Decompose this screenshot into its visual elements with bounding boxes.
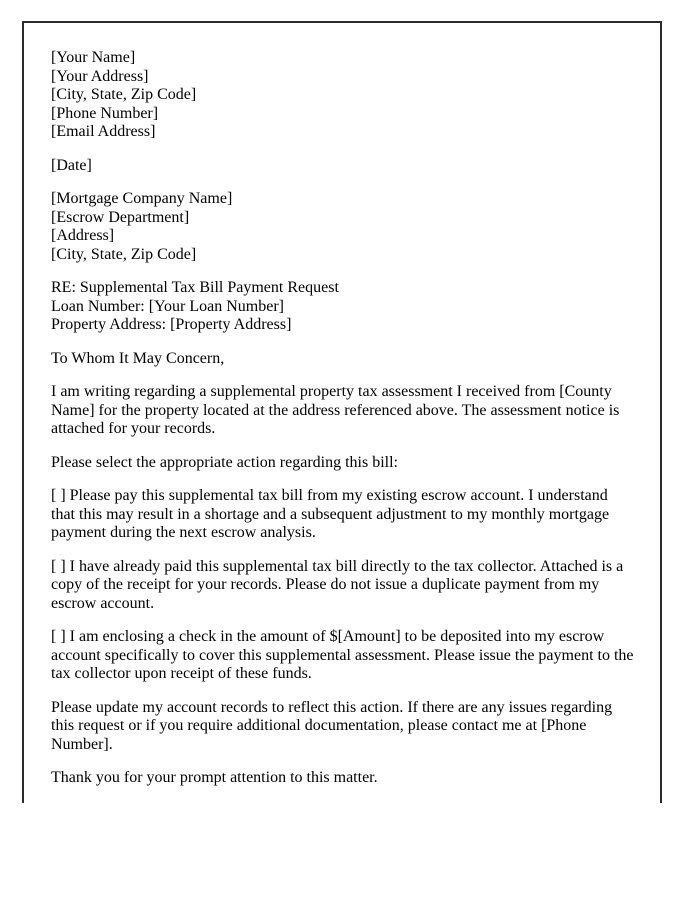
sender-email-line: [Email Address] (51, 123, 156, 140)
checkbox-placeholder: [ ] (51, 487, 66, 504)
option-already-paid (51, 558, 634, 614)
recipient-city-line: [City, State, Zip Code] (51, 245, 197, 263)
paragraph-intro: I am writing regarding a supplemental property tax assessment I received from [County Name] for the property located at the address referenced above. The assessment notice is attached for your records. (51, 383, 620, 437)
subject-block (51, 279, 634, 335)
recipient-address-line: [Address] (51, 227, 115, 244)
option-enclosing-check (51, 628, 634, 684)
sender-name-line: [Your Name] (51, 49, 136, 66)
recipient-company-line: [Mortgage Company Name] (51, 190, 233, 207)
sender-city-line: [City, State, Zip Code] (51, 86, 197, 103)
option-text: Please pay this supplemental tax bill from my existing escrow account. I understand that this may result in a shortage and a subsequent adjustment to my monthly mortgage payment during the next escrow analysis. (51, 487, 610, 541)
option-text: I am enclosing a check in the amount of $[Amount] to be deposited into my escrow account specifically to cover this supplemental assessment. Please issue the payment to the tax collector upon receipt of these funds. (51, 628, 634, 682)
option-pay-from-escrow (51, 487, 634, 543)
recipient-department-line: [Escrow Department] (51, 208, 190, 226)
letter-body (51, 49, 634, 788)
sender-phone-line: [Phone Number] (51, 104, 159, 122)
select-prompt: Please select the appropriate action regarding this bill: (51, 453, 398, 471)
letter-page (22, 21, 662, 803)
sender-block (51, 49, 634, 142)
date-line: [Date] (51, 156, 92, 174)
subject-property-address-line: Property Address: [Property Address] (51, 316, 292, 333)
sender-address-line: [Your Address] (51, 67, 149, 85)
salutation: To Whom It May Concern, (51, 349, 225, 367)
subject-loan-number-line: Loan Number: [Your Loan Number] (51, 297, 284, 315)
paragraph-closing: Thank you for your prompt attention to this matter. (51, 769, 378, 786)
checkbox-placeholder: [ ] (51, 557, 66, 575)
option-text: I have already paid this supplemental tax bill directly to the tax collector. Attached is a copy of the receipt for your records. Please do not issue a duplicate payment from my escrow account. (51, 557, 624, 612)
subject-re-line: RE: Supplemental Tax Bill Payment Request (51, 279, 339, 296)
recipient-block (51, 190, 634, 264)
paragraph-update-request: Please update my account records to reflect this action. If there are any issues regarding this request or if you require additional documentation, please contact me at [Phone Number]. (51, 698, 613, 753)
checkbox-placeholder: [ ] (51, 628, 66, 645)
